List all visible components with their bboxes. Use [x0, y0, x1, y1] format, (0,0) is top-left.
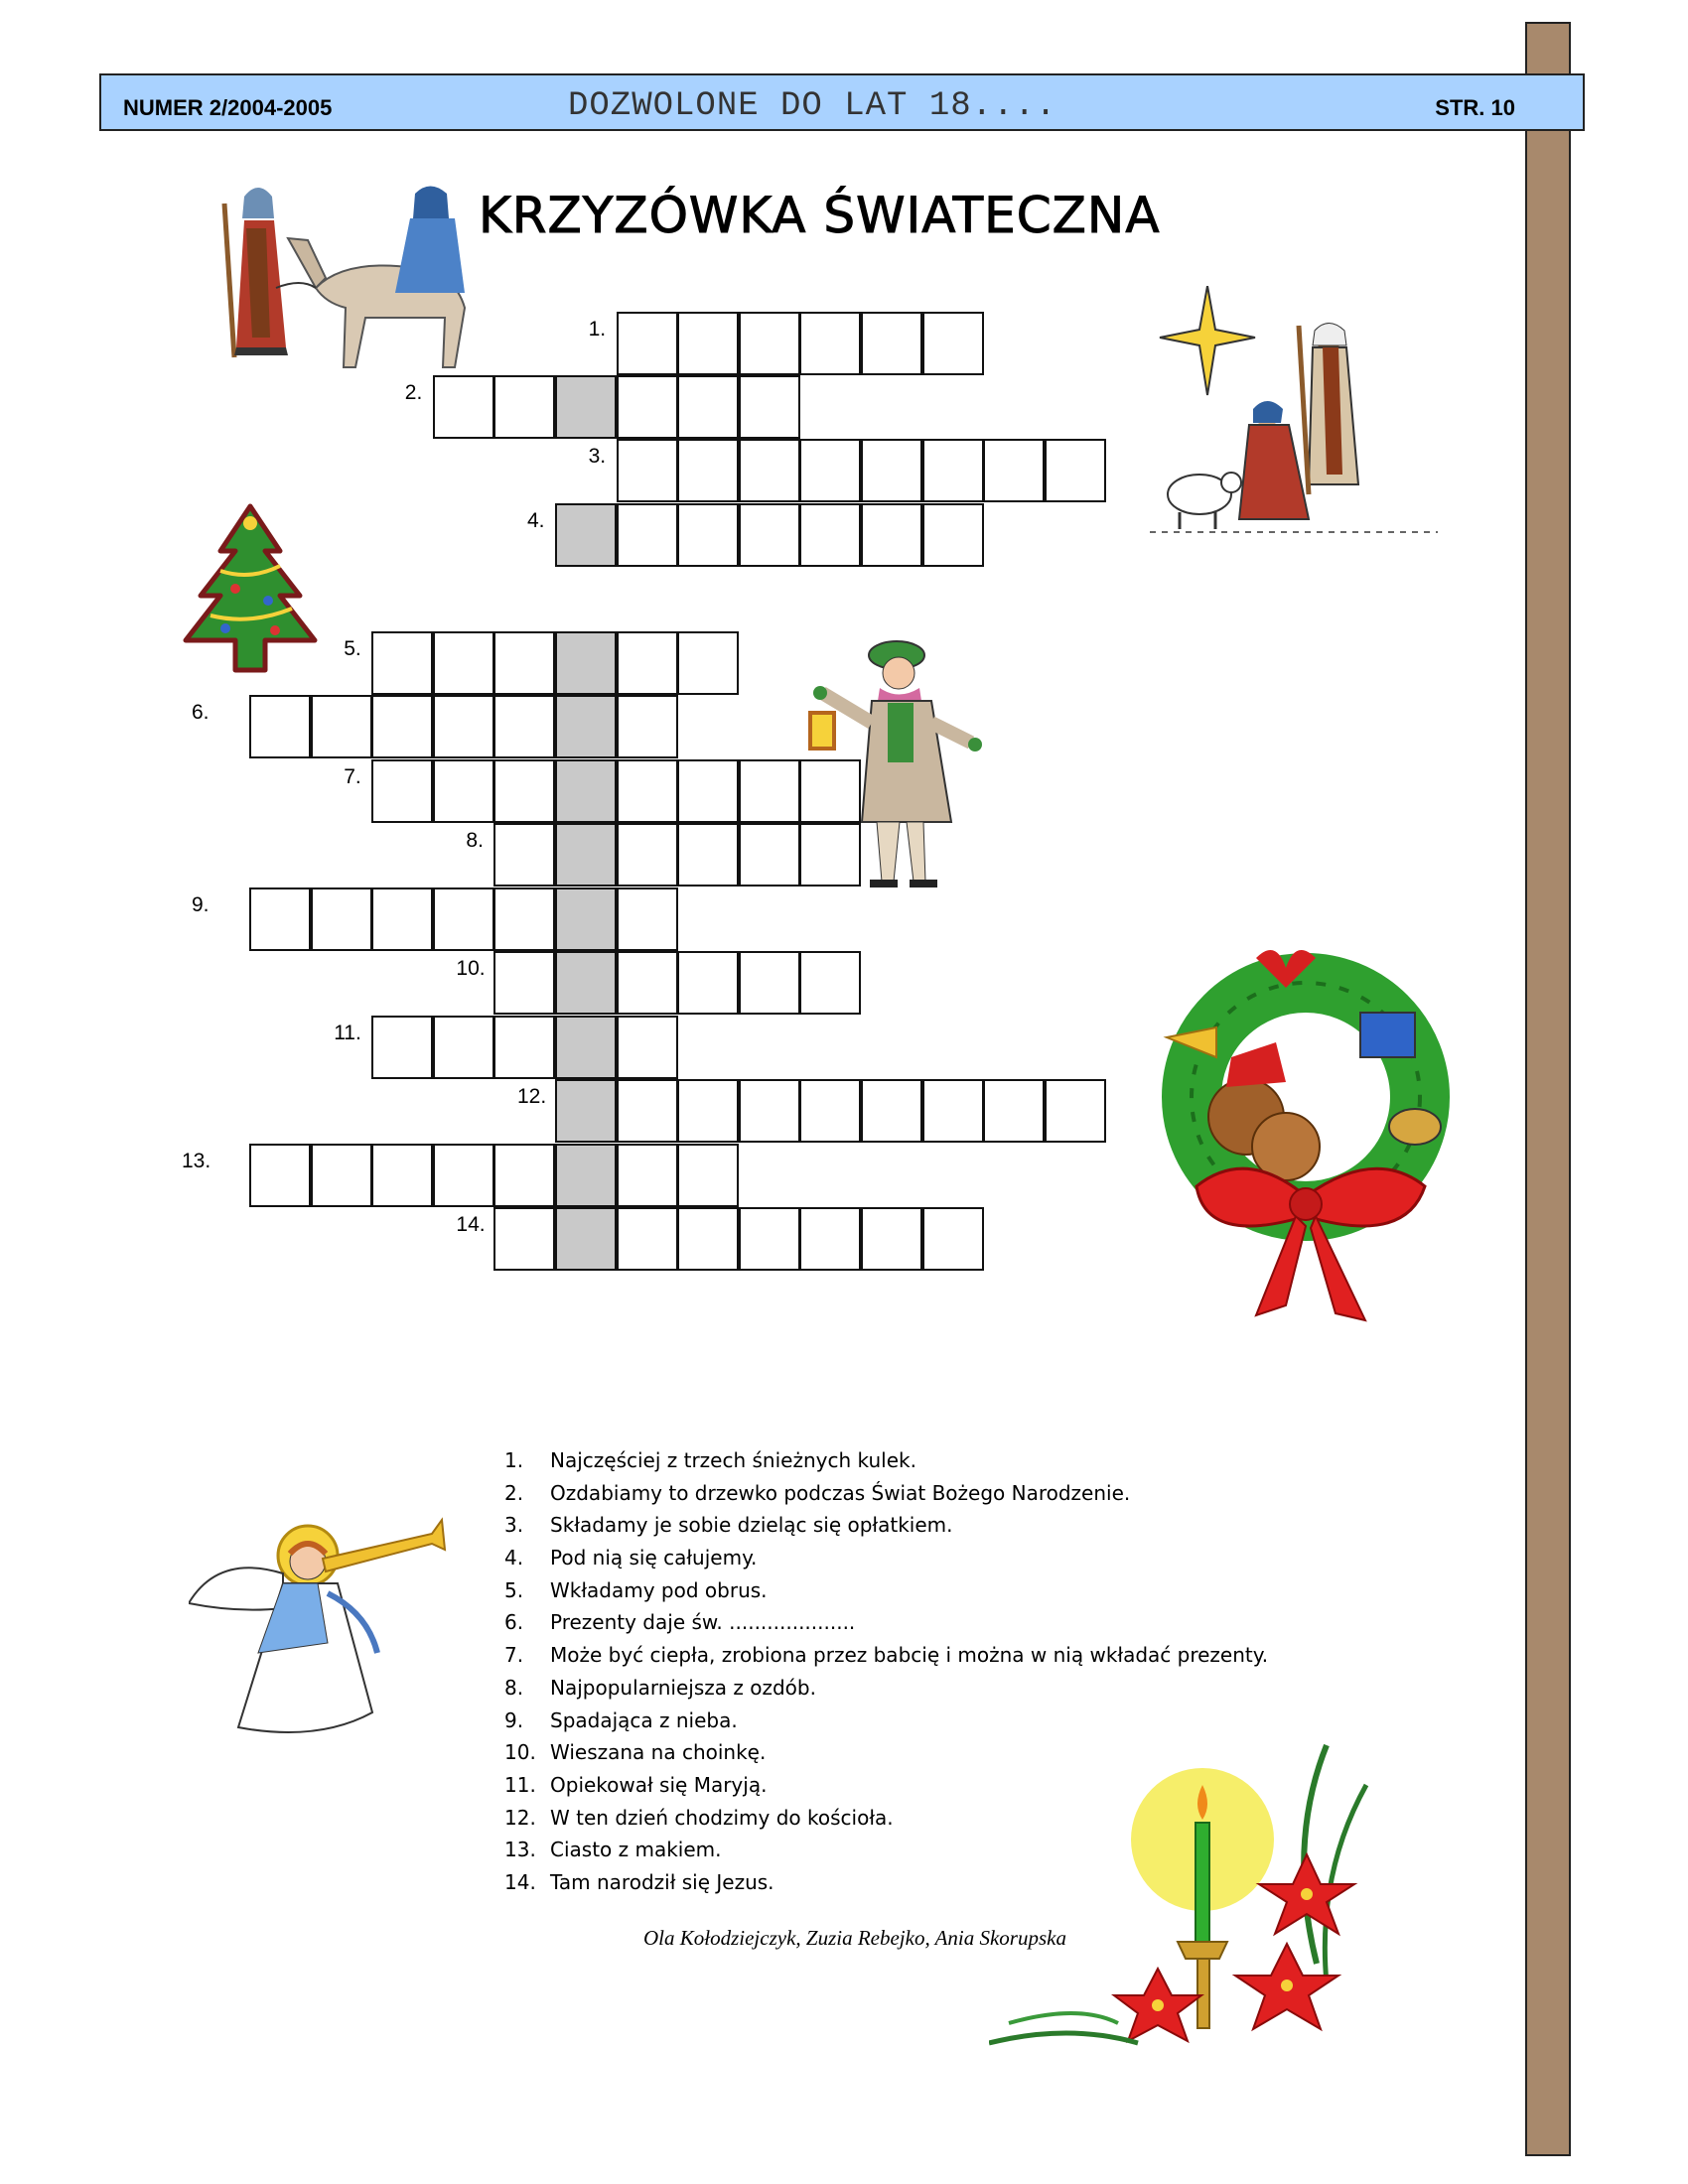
crossword-row-number: 2.: [404, 381, 423, 404]
clue-text: Najpopularniejsza z ozdób.: [550, 1675, 816, 1700]
clue-text: Wkładamy pod obrus.: [550, 1577, 768, 1602]
crossword-cell[interactable]: [739, 823, 800, 887]
crossword-cell[interactable]: [677, 631, 739, 695]
crossword-cell[interactable]: [371, 695, 433, 758]
crossword-row-number: 4.: [527, 509, 545, 532]
clue-item: [504, 1736, 1268, 1769]
crossword-cell[interactable]: [739, 312, 800, 375]
crossword-key-cell[interactable]: [555, 503, 617, 567]
crossword-row-number: 6.: [192, 701, 210, 724]
crossword-cell[interactable]: [617, 1207, 678, 1271]
crossword-cell[interactable]: [433, 759, 494, 823]
clue-number: 8.: [504, 1675, 524, 1700]
crossword-cell[interactable]: [617, 695, 678, 758]
crossword-cell[interactable]: [433, 375, 494, 439]
crossword-cell[interactable]: [617, 439, 678, 502]
page-number: STR. 10: [1435, 95, 1515, 120]
christmas-wreath-image: [1137, 948, 1486, 1335]
crossword-cell[interactable]: [677, 439, 739, 502]
crossword-cell[interactable]: [983, 439, 1045, 502]
clue-item: [504, 1705, 1268, 1737]
clue-text: Składamy je sobie dzieląc się opłatkiem.: [550, 1513, 953, 1538]
crossword-cell[interactable]: [617, 312, 678, 375]
clue-number: 11.: [504, 1772, 536, 1797]
crossword-cell[interactable]: [493, 951, 555, 1015]
crossword-cell[interactable]: [677, 823, 739, 887]
crossword-cell[interactable]: [433, 631, 494, 695]
crossword-cell[interactable]: [371, 1016, 433, 1079]
crossword-cell[interactable]: [677, 951, 739, 1015]
crossword-cell[interactable]: [371, 1144, 433, 1207]
crossword-row-number: 9.: [192, 893, 210, 916]
crossword-cell[interactable]: [861, 439, 922, 502]
clue-number: 10.: [504, 1740, 536, 1765]
crossword-cell[interactable]: [493, 375, 555, 439]
crossword-cell[interactable]: [799, 1207, 861, 1271]
clue-text: Może być ciepła, zrobiona przez babcię i można w nią wkładać prezenty.: [550, 1643, 1269, 1668]
clue-number: 12.: [504, 1805, 536, 1830]
crossword-cell[interactable]: [677, 312, 739, 375]
crossword-row-number: 8.: [466, 829, 484, 852]
crossword-cell[interactable]: [249, 887, 311, 951]
angel-with-trumpet-image: [189, 1514, 449, 1742]
crossword-cell[interactable]: [861, 1079, 922, 1143]
crossword-cell[interactable]: [677, 759, 739, 823]
clue-number: 6.: [504, 1610, 524, 1635]
issue-number: NUMER 2/2004-2005: [123, 95, 333, 120]
crossword-key-cell[interactable]: [555, 631, 617, 695]
clue-number: 4.: [504, 1546, 524, 1570]
crossword-cell[interactable]: [1045, 1079, 1106, 1143]
clue-text: Tam narodził się Jezus.: [550, 1869, 774, 1894]
crossword-cell[interactable]: [493, 759, 555, 823]
crossword-row-number: 11.: [334, 1022, 361, 1044]
clue-list: [504, 1444, 1268, 1899]
clue-item: [504, 1769, 1268, 1802]
crossword-cell[interactable]: [493, 695, 555, 758]
crossword-cell[interactable]: [799, 759, 861, 823]
crossword-cell[interactable]: [739, 759, 800, 823]
crossword-cell[interactable]: [311, 695, 372, 758]
crossword-cell[interactable]: [433, 1144, 494, 1207]
crossword-cell[interactable]: [433, 887, 494, 951]
crossword-cell[interactable]: [677, 503, 739, 567]
crossword-row-number: 12.: [517, 1085, 547, 1108]
clue-item: [504, 1802, 1268, 1835]
clue-number: 1.: [504, 1448, 524, 1472]
crossword-cell[interactable]: [739, 1079, 800, 1143]
crossword-key-cell[interactable]: [555, 695, 617, 758]
page-header: [99, 73, 1585, 131]
crossword-cell[interactable]: [677, 1207, 739, 1271]
crossword-cell[interactable]: [493, 1207, 555, 1271]
crossword-cell[interactable]: [1045, 439, 1106, 502]
crossword-cell[interactable]: [677, 375, 739, 439]
crossword-row-number: 7.: [344, 765, 361, 788]
crossword-cell[interactable]: [617, 823, 678, 887]
clue-number: 9.: [504, 1707, 524, 1732]
crossword-cell[interactable]: [617, 375, 678, 439]
crossword-cell[interactable]: [493, 1016, 555, 1079]
crossword-key-cell[interactable]: [555, 1207, 617, 1271]
clue-item: [504, 1606, 1268, 1639]
star-and-shepherds-image: [1150, 286, 1438, 544]
crossword-cell[interactable]: [493, 823, 555, 887]
clue-number: 2.: [504, 1480, 524, 1505]
clue-number: 14.: [504, 1869, 536, 1894]
crossword-cell[interactable]: [617, 1079, 678, 1143]
crossword-row-number: 3.: [588, 445, 607, 468]
crossword-cell[interactable]: [739, 951, 800, 1015]
clue-text: Ciasto z makiem.: [550, 1838, 722, 1862]
crossword-key-cell[interactable]: [555, 375, 617, 439]
crossword-cell[interactable]: [922, 1079, 984, 1143]
crossword-cell[interactable]: [799, 951, 861, 1015]
crossword-cell[interactable]: [922, 439, 984, 502]
clue-item: [504, 1509, 1268, 1542]
authors-credit: Ola Kołodziejczyk, Zuzia Rebejko, Ania Skorupska: [643, 1926, 1066, 1950]
clue-item: [504, 1639, 1268, 1672]
crossword-key-cell[interactable]: [555, 1144, 617, 1207]
crossword-cell[interactable]: [617, 1016, 678, 1079]
clue-number: 3.: [504, 1513, 524, 1538]
clue-text: Ozdabiamy to drzewko podczas Świat Bożego Narodzenie.: [550, 1480, 1131, 1505]
crossword-key-cell[interactable]: [555, 823, 617, 887]
crossword-cell[interactable]: [739, 375, 800, 439]
crossword-cell[interactable]: [249, 1144, 311, 1207]
clue-text: Spadająca z nieba.: [550, 1707, 738, 1732]
crossword-cell[interactable]: [861, 312, 922, 375]
crossword-cell[interactable]: [861, 1207, 922, 1271]
page-title: KRZYZÓWKA ŚWIATECZNA: [479, 187, 1161, 244]
crossword-key-cell[interactable]: [555, 887, 617, 951]
clue-item: [504, 1672, 1268, 1705]
crossword-cell[interactable]: [799, 439, 861, 502]
crossword-cell[interactable]: [739, 503, 800, 567]
clue-text: Najczęściej z trzech śnieżnych kulek.: [550, 1448, 916, 1472]
crossword-cell[interactable]: [249, 695, 311, 758]
crossword-row-number: 1.: [588, 318, 607, 341]
crossword-cell[interactable]: [493, 1144, 555, 1207]
side-bar: [1525, 22, 1571, 2156]
clue-item: [504, 1834, 1268, 1866]
crossword-cell[interactable]: [433, 1016, 494, 1079]
crossword-cell[interactable]: [617, 759, 678, 823]
holy-family-journey-image: [216, 179, 516, 377]
crossword-cell[interactable]: [677, 1144, 739, 1207]
clue-item: [504, 1866, 1268, 1899]
christmas-tree-cookie-image: [181, 501, 320, 675]
crossword-cell[interactable]: [861, 503, 922, 567]
crossword-key-cell[interactable]: [555, 1079, 617, 1143]
crossword-cell[interactable]: [311, 1144, 372, 1207]
crossword-cell[interactable]: [371, 631, 433, 695]
crossword-row-number: 14.: [456, 1213, 486, 1236]
clue-text: Opiekował się Maryją.: [550, 1772, 768, 1797]
crossword-cell[interactable]: [983, 1079, 1045, 1143]
crossword-cell[interactable]: [922, 312, 984, 375]
crossword-cell[interactable]: [371, 887, 433, 951]
crossword-cell[interactable]: [617, 1144, 678, 1207]
crossword-cell[interactable]: [922, 1207, 984, 1271]
crossword-cell[interactable]: [493, 631, 555, 695]
clue-number: 5.: [504, 1577, 524, 1602]
crossword-cell[interactable]: [799, 312, 861, 375]
clue-item: [504, 1444, 1268, 1477]
crossword-cell[interactable]: [433, 695, 494, 758]
crossword-cell[interactable]: [677, 1079, 739, 1143]
crossword-cell[interactable]: [617, 503, 678, 567]
clue-number: 7.: [504, 1643, 524, 1668]
clue-item: [504, 1542, 1268, 1574]
crossword-row-number: 13.: [182, 1150, 211, 1172]
clue-text: W ten dzień chodzimy do kościoła.: [550, 1805, 894, 1830]
crossword-cell[interactable]: [799, 823, 861, 887]
crossword-cell[interactable]: [739, 439, 800, 502]
crossword-cell[interactable]: [617, 887, 678, 951]
crossword-cell[interactable]: [493, 887, 555, 951]
crossword-cell[interactable]: [371, 759, 433, 823]
crossword-cell[interactable]: [617, 631, 678, 695]
crossword-row-number: 5.: [344, 637, 361, 660]
crossword-key-cell[interactable]: [555, 1016, 617, 1079]
crossword-cell[interactable]: [799, 503, 861, 567]
clue-number: 13.: [504, 1838, 536, 1862]
clue-text: Pod nią się całujemy.: [550, 1546, 758, 1570]
header-motto: DOZWOLONE DO LAT 18....: [568, 87, 1057, 125]
clue-item: [504, 1477, 1268, 1510]
crossword-cell[interactable]: [617, 951, 678, 1015]
crossword-cell[interactable]: [739, 1207, 800, 1271]
crossword-key-cell[interactable]: [555, 759, 617, 823]
crossword-key-cell[interactable]: [555, 951, 617, 1015]
crossword-cell[interactable]: [799, 1079, 861, 1143]
crossword-cell[interactable]: [311, 887, 372, 951]
crossword-cell[interactable]: [922, 503, 984, 567]
clue-text: Prezenty daje św. ....................: [550, 1610, 856, 1635]
clue-item: [504, 1574, 1268, 1607]
clue-text: Wieszana na choinkę.: [550, 1740, 767, 1765]
crossword-row-number: 10.: [456, 957, 486, 980]
